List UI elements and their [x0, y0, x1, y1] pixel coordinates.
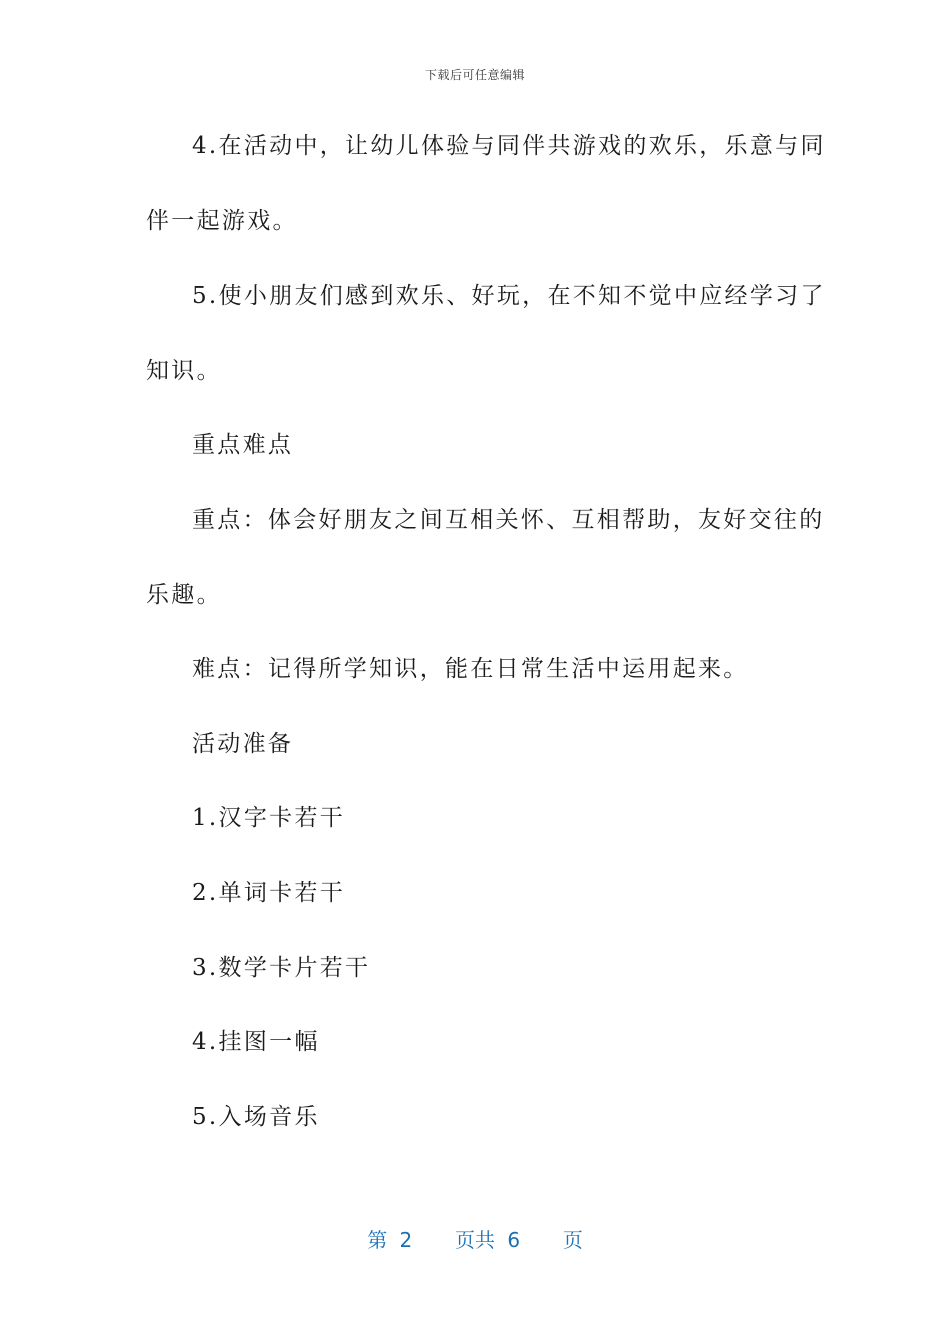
page-prefix: 第: [367, 1228, 388, 1252]
paragraph-line: 4.在活动中，让幼儿体验与同伴共游戏的欢乐，乐意与同: [192, 133, 826, 159]
list-item: 1.汉字卡若干: [192, 805, 346, 831]
total-pages-number: 6: [507, 1228, 521, 1252]
paragraph-line: 重点：体会好朋友之间互相关怀、互相帮助，友好交往的: [192, 507, 825, 533]
page-suffix: 页: [562, 1228, 583, 1252]
list-item: 5.入场音乐: [192, 1104, 320, 1130]
page-header: 下载后可任意编辑: [424, 68, 525, 82]
list-item: 4.挂图一幅: [192, 1029, 320, 1055]
list-item: 3.数学卡片若干: [192, 955, 371, 981]
section-heading: 活动准备: [192, 731, 294, 757]
current-page-number: 2: [399, 1228, 413, 1252]
page-number-footer: [0, 1224, 950, 1253]
section-heading: 重点难点: [192, 432, 294, 458]
paragraph-line: 难点：记得所学知识，能在日常生活中运用起来。: [192, 656, 749, 682]
paragraph-line: 乐趣。: [146, 582, 222, 608]
paragraph-line: 知识。: [146, 358, 222, 384]
paragraph-line: 5.使小朋友们感到欢乐、好玩，在不知不觉中应经学习了: [192, 283, 826, 309]
paragraph-line: 伴一起游戏。: [146, 208, 298, 234]
page-mid-text: 页共: [455, 1228, 495, 1252]
list-item: 2.单词卡若干: [192, 880, 346, 906]
